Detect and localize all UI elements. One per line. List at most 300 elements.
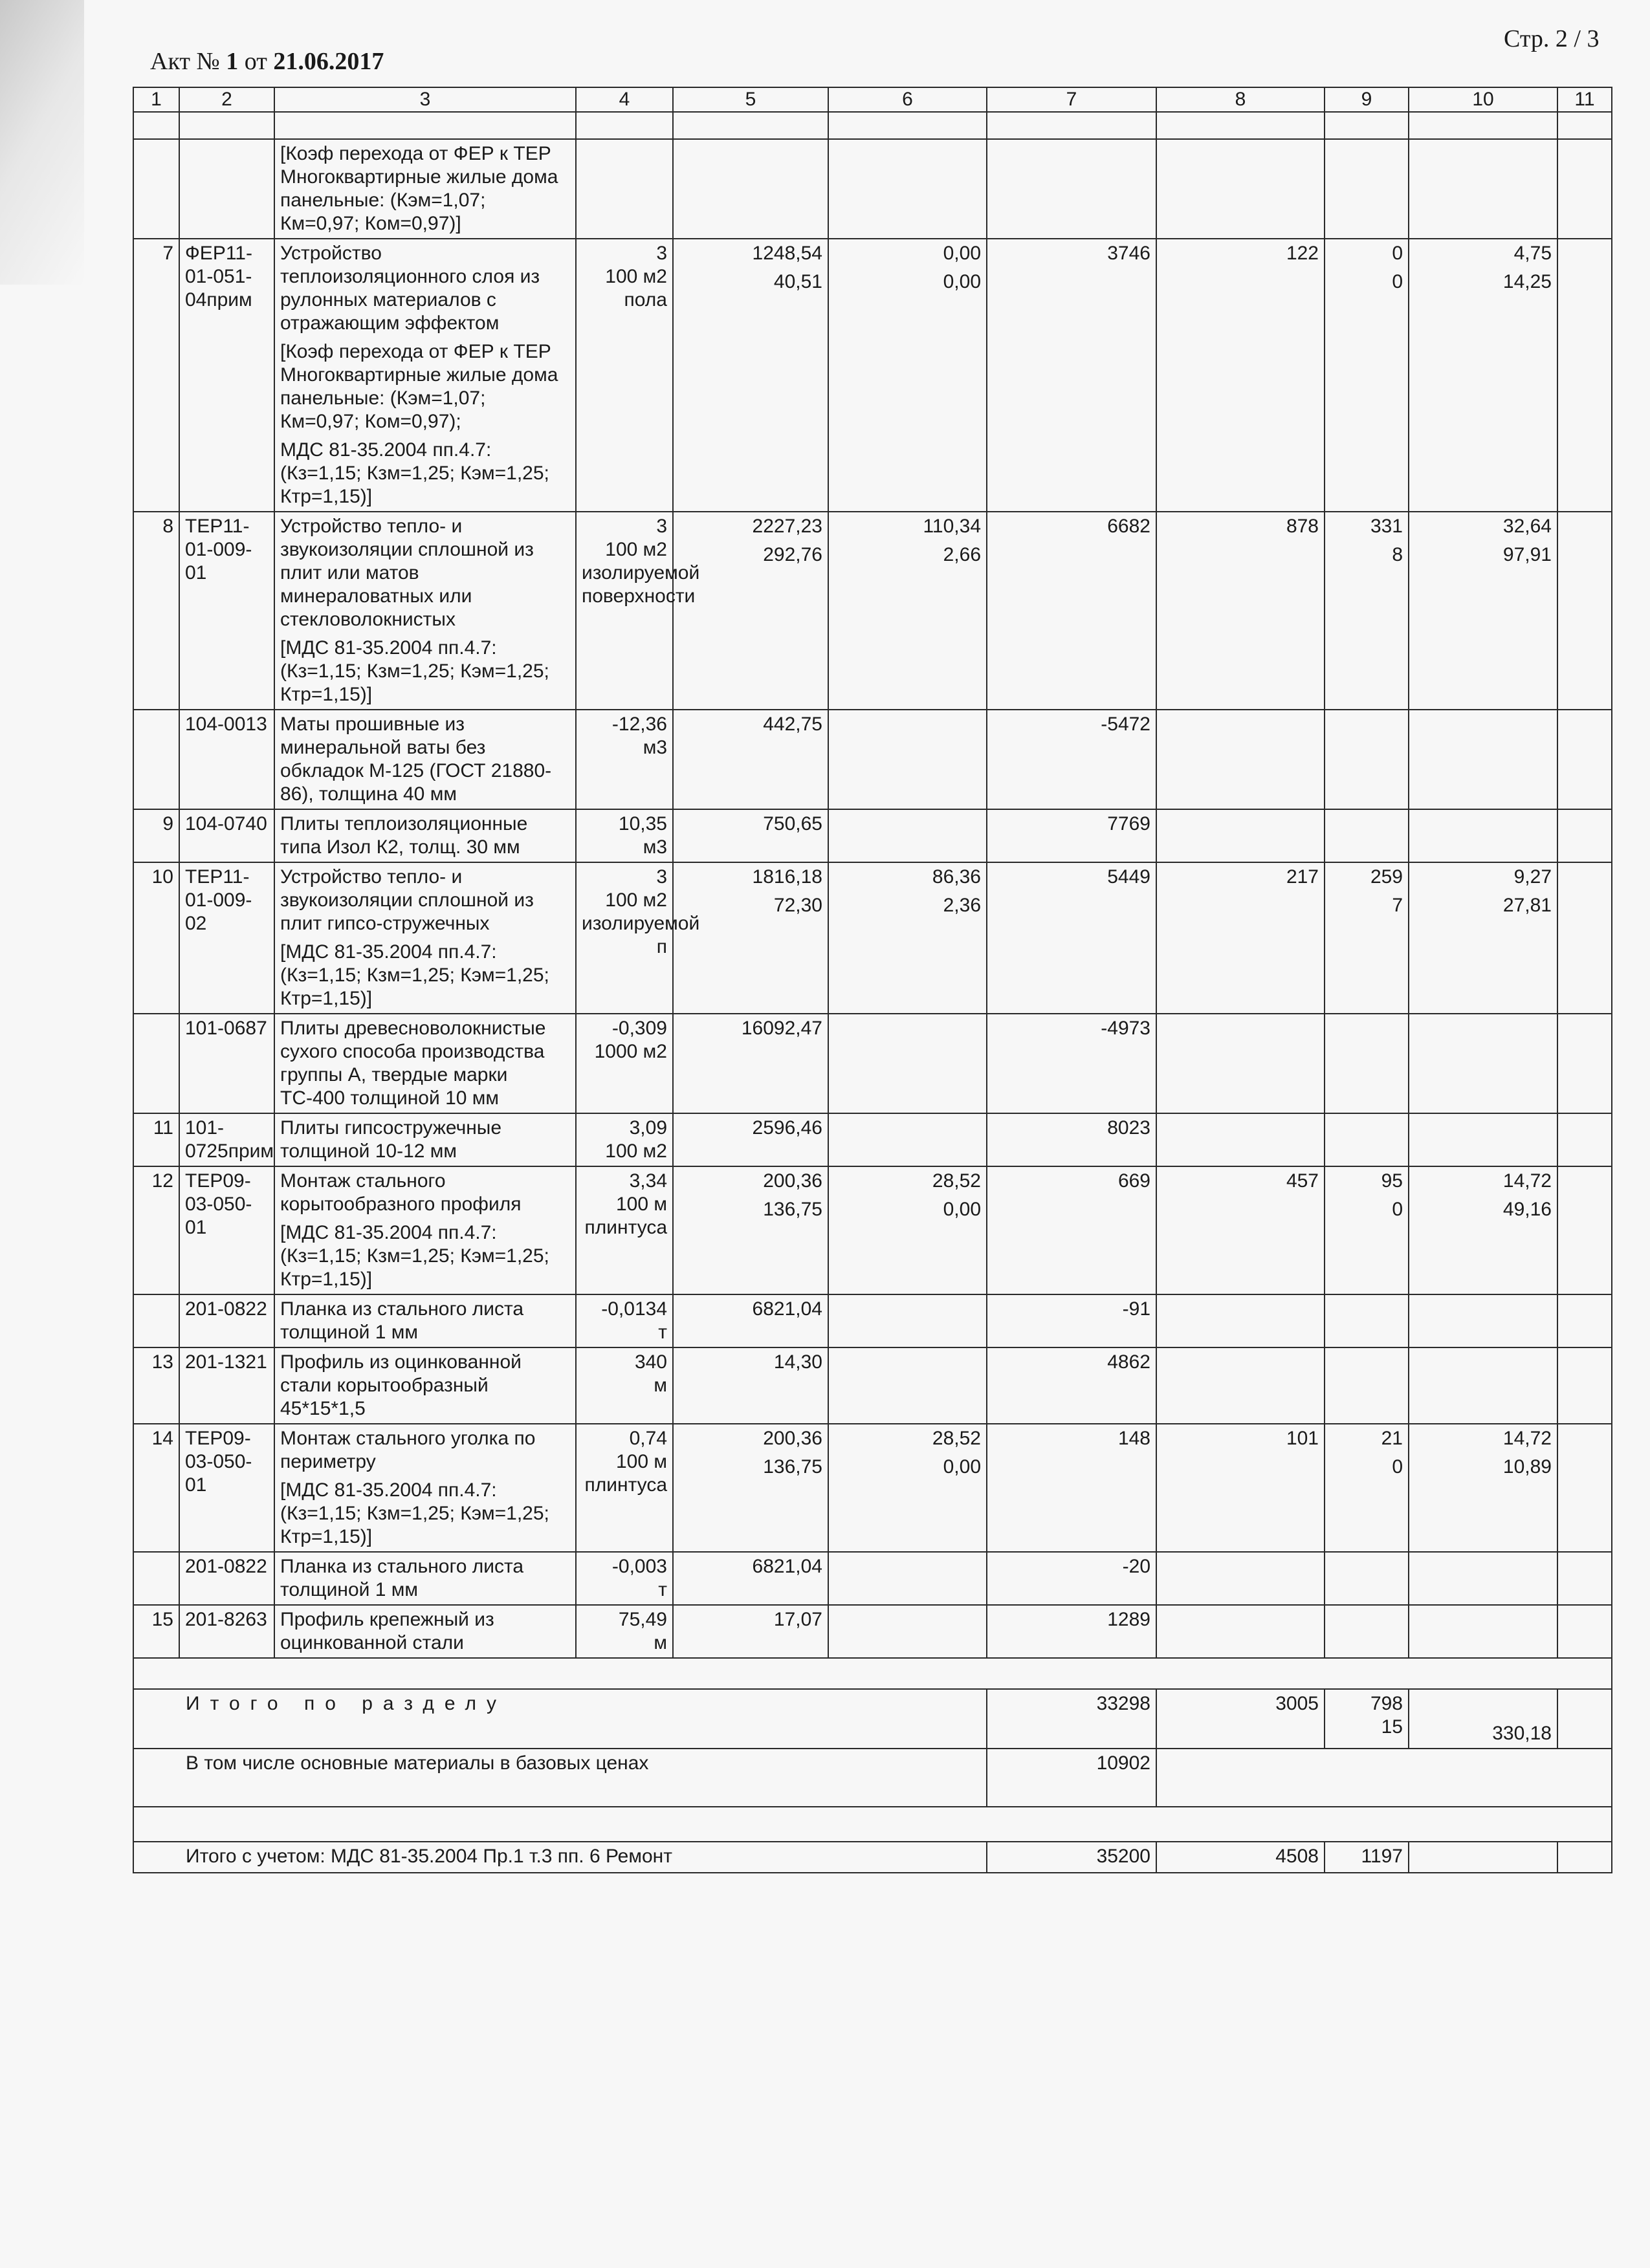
work-description-value: Устройство тепло- и звукоизоляции сплошной из плит гипсо-стружечных: [280, 866, 534, 934]
page-number: Стр. 2 / 3: [1504, 25, 1600, 52]
col6-machines-value: 110,34: [923, 516, 981, 537]
col5-unit-cost-value: 1248,54: [752, 243, 822, 264]
work-description-value: Профиль крепежный из оцинкованной стали: [280, 1609, 494, 1653]
col5-unit-cost-value: 136,75: [763, 1456, 822, 1477]
col7-total-cost: [987, 1014, 1156, 1113]
column-number: 3: [274, 87, 576, 112]
rate-code-value: 201-0822: [185, 1298, 267, 1320]
rate-code-value: 201-8263: [185, 1609, 267, 1630]
work-description: [274, 1014, 576, 1113]
quantity-unit-value: 3: [656, 243, 667, 264]
work-description-value: [Коэф перехода от ФЕР к ТЕР Многоквартирные жилые дома панельные: (Кэм=1,07; Км=0,97; Ком=0,97)]: [280, 143, 558, 234]
col10-labor: [1409, 1294, 1557, 1347]
col6-machines: [828, 1424, 987, 1552]
rate-code-value: ФЕР11-01-051-04прим: [185, 243, 252, 311]
quantity-unit-value: 3,09: [629, 1117, 667, 1139]
scan-shadow: [0, 0, 84, 285]
section-total-c7: 33298: [987, 1689, 1156, 1749]
column-number: 5: [673, 87, 828, 112]
col10-labor: [1409, 139, 1557, 239]
final-total-row: [133, 1842, 1612, 1873]
col5-unit-cost-value: 2227,23: [752, 516, 822, 537]
final-total-c7: 35200: [987, 1842, 1156, 1873]
col7-total-cost: [987, 710, 1156, 809]
col10-labor-value: 49,16: [1502, 1199, 1552, 1220]
work-description: [274, 1605, 576, 1658]
row-number-value: 11: [153, 1117, 173, 1139]
rate-code-value: 101-0687: [185, 1018, 267, 1039]
col10-labor: [1409, 710, 1557, 809]
col10-labor-value: 4,75: [1513, 243, 1552, 264]
work-description-value: [МДС 81-35.2004 пп.4.7: (Кз=1,15; Кзм=1,25; Кэм=1,25; Ктр=1,15)]: [280, 637, 549, 705]
row-number: [133, 239, 179, 512]
col6-machines-value: 2,36: [943, 895, 981, 916]
row-number: [133, 139, 179, 239]
col6-machines: [828, 1552, 987, 1605]
col5-unit-cost-value: 6821,04: [752, 1556, 822, 1577]
section-total-c9a: 798: [1370, 1693, 1403, 1714]
column-number: 2: [179, 87, 274, 112]
table-row: [133, 1014, 1612, 1113]
quantity-unit-value: 3: [656, 516, 667, 537]
col10-labor: [1409, 512, 1557, 710]
column-number: 8: [1156, 87, 1325, 112]
col8-wages: [1156, 512, 1325, 710]
table-row: [133, 512, 1612, 710]
col8-wages: [1156, 1552, 1325, 1605]
col8-wages-value: 101: [1286, 1428, 1319, 1449]
rate-code-value: ТЕР11-01-009-01: [185, 516, 252, 583]
work-description-value: Профиль из оцинкованной стали корытообразный 45*15*1,5: [280, 1351, 522, 1419]
col9-machines-total-value: 0: [1392, 1456, 1403, 1477]
work-description-value: Планка из стального листа толщиной 1 мм: [280, 1298, 524, 1343]
rate-code: [179, 139, 274, 239]
col7-total-cost-value: 8023: [1107, 1117, 1150, 1139]
rate-code: [179, 239, 274, 512]
col8-wages: [1156, 1424, 1325, 1552]
col6-machines: [828, 809, 987, 862]
quantity-unit: [576, 512, 700, 710]
quantity-unit: [576, 1605, 673, 1658]
materials-empty: [1156, 1749, 1612, 1807]
work-description-value: [МДС 81-35.2004 пп.4.7: (Кз=1,15; Кзм=1,25; Кэм=1,25; Ктр=1,15)]: [280, 1479, 549, 1547]
row-number: [133, 809, 179, 862]
quantity-unit-value: 0,74: [629, 1428, 667, 1449]
col5-unit-cost: [673, 1113, 828, 1166]
col9-machines-total: [1325, 1424, 1409, 1552]
rate-code: [179, 710, 274, 809]
rate-code: [179, 1113, 274, 1166]
table-row: [133, 1294, 1612, 1347]
rate-code-value: 201-0822: [185, 1556, 267, 1577]
work-description-value: Монтаж стального уголка по периметру: [280, 1428, 536, 1472]
section-total-c11: [1557, 1689, 1612, 1749]
col6-machines-value: 0,00: [943, 271, 981, 292]
table-row: [133, 239, 1612, 512]
col6-machines: [828, 139, 987, 239]
col9-machines-total-value: 8: [1392, 544, 1403, 565]
col6-machines: [828, 1166, 987, 1294]
rate-code-value: ТЕР09-03-050-01: [185, 1170, 252, 1238]
rate-code-value: 104-0740: [185, 813, 267, 834]
row-number: [133, 1113, 179, 1166]
section-total-c10: 330,18: [1409, 1689, 1557, 1749]
rate-code-value: 201-1321: [185, 1351, 267, 1373]
row-number-value: 13: [151, 1351, 173, 1373]
col8-wages: [1156, 1294, 1325, 1347]
work-description-value: Плиты гипсостружечные толщиной 10-12 мм: [280, 1117, 502, 1162]
col10-labor: [1409, 1424, 1557, 1552]
spacer-row: [133, 112, 1612, 139]
col8-wages: [1156, 1166, 1325, 1294]
col7-total-cost: [987, 1113, 1156, 1166]
col5-unit-cost: [673, 139, 828, 239]
row-number: [133, 1552, 179, 1605]
col11: [1557, 1294, 1612, 1347]
blank-cell: [133, 1658, 1612, 1689]
col7-total-cost-value: 6682: [1107, 516, 1150, 537]
column-numbers-row: [133, 87, 1612, 112]
table-row: [133, 710, 1612, 809]
work-description: [274, 512, 576, 710]
quantity-unit-value: 100 м плинтуса: [584, 1451, 667, 1496]
rate-code: [179, 862, 274, 1014]
col7-total-cost-value: 3746: [1107, 243, 1150, 264]
quantity-unit: [576, 1113, 673, 1166]
col5-unit-cost-value: 442,75: [763, 714, 822, 735]
col9-machines-total: [1325, 1605, 1409, 1658]
col5-unit-cost-value: 750,65: [763, 813, 822, 834]
col5-unit-cost: [673, 1424, 828, 1552]
col5-unit-cost: [673, 1014, 828, 1113]
quantity-unit-value: 75,49: [618, 1609, 667, 1630]
col10-labor-value: 10,89: [1502, 1456, 1552, 1477]
col7-total-cost: [987, 239, 1156, 512]
final-total-c9: 1197: [1325, 1842, 1409, 1873]
quantity-unit: [576, 239, 673, 512]
col11: [1557, 1424, 1612, 1552]
col8-wages: [1156, 1605, 1325, 1658]
col7-total-cost-value: 1289: [1107, 1609, 1150, 1630]
work-description: [274, 139, 576, 239]
estimate-table: [133, 87, 1612, 1873]
col7-total-cost-value: -20: [1122, 1556, 1150, 1577]
col5-unit-cost-value: 40,51: [773, 271, 822, 292]
col5-unit-cost-value: 6821,04: [752, 1298, 822, 1320]
col5-unit-cost: [673, 1294, 828, 1347]
quantity-unit-value: м: [654, 1632, 667, 1653]
work-description-value: Устройство тепло- и звукоизоляции сплошной из плит или матов минераловатных или стекловолокнистых: [280, 516, 534, 630]
table-row: [133, 1166, 1612, 1294]
col7-total-cost-value: -91: [1122, 1298, 1150, 1320]
column-number: 7: [987, 87, 1156, 112]
quantity-unit-value: 1000 м2: [594, 1041, 667, 1062]
col9-machines-total: [1325, 809, 1409, 862]
col11: [1557, 1014, 1612, 1113]
work-description: [274, 1552, 576, 1605]
col5-unit-cost: [673, 862, 828, 1014]
row-number: [133, 862, 179, 1014]
col10-labor-value: 14,72: [1502, 1170, 1552, 1192]
col10-labor: [1409, 1166, 1557, 1294]
quantity-unit-value: 3,34: [629, 1170, 667, 1192]
rate-code: [179, 1605, 274, 1658]
col7-total-cost-value: 148: [1117, 1428, 1150, 1449]
work-description-value: Плиты древесноволокнистые сухого способа производства группы А, твердые марки ТС-400 толщиной 10 мм: [280, 1018, 546, 1109]
col11: [1557, 1166, 1612, 1294]
col8-wages: [1156, 862, 1325, 1014]
section-total-c9: [1325, 1689, 1409, 1749]
col5-unit-cost-value: 72,30: [773, 895, 822, 916]
row-number-value: 14: [151, 1428, 173, 1449]
work-description-value: Маты прошивные из минеральной ваты без обкладок М-125 (ГОСТ 21880-86), толщина 40 мм: [280, 714, 552, 805]
work-description: [274, 809, 576, 862]
col7-total-cost-value: 5449: [1107, 866, 1150, 888]
quantity-unit-value: -0,0134: [601, 1298, 667, 1320]
quantity-unit: [576, 710, 673, 809]
col11: [1557, 1605, 1612, 1658]
row-number: [133, 1014, 179, 1113]
row-number: [133, 1605, 179, 1658]
final-total-c8: 4508: [1156, 1842, 1325, 1873]
col10-labor-value: 27,81: [1502, 895, 1552, 916]
work-description-value: Планка из стального листа толщиной 1 мм: [280, 1556, 524, 1600]
col6-machines: [828, 862, 987, 1014]
col11: [1557, 862, 1612, 1014]
col11: [1557, 809, 1612, 862]
rate-code: [179, 1166, 274, 1294]
rate-code: [179, 1552, 274, 1605]
col8-wages: [1156, 710, 1325, 809]
table-row: [133, 1605, 1612, 1658]
col5-unit-cost-value: 200,36: [763, 1428, 822, 1449]
quantity-unit-value: м3: [643, 737, 667, 758]
row-number: [133, 1424, 179, 1552]
col5-unit-cost-value: 2596,46: [752, 1117, 822, 1139]
col8-wages-value: 878: [1286, 516, 1319, 537]
section-total-label: Итого по разделу: [133, 1689, 987, 1749]
row-number: [133, 512, 179, 710]
col8-wages: [1156, 1113, 1325, 1166]
blank-cell: [133, 1807, 1612, 1842]
col9-machines-total-value: 0: [1392, 1199, 1403, 1220]
quantity-unit: [576, 1166, 673, 1294]
blank-row: [133, 1658, 1612, 1689]
col10-labor-value: 14,25: [1502, 271, 1552, 292]
quantity-unit-value: т: [658, 1579, 667, 1600]
section-total-c9b: 15: [1381, 1716, 1403, 1738]
column-number: 1: [133, 87, 179, 112]
col6-machines: [828, 1014, 987, 1113]
column-number: 4: [576, 87, 673, 112]
quantity-unit-value: -0,309: [611, 1018, 667, 1039]
column-number: 6: [828, 87, 987, 112]
materials-label: В том числе основные материалы в базовых ценах: [133, 1749, 987, 1807]
rate-code: [179, 512, 274, 710]
col10-labor: [1409, 1347, 1557, 1424]
col9-machines-total: [1325, 1113, 1409, 1166]
work-description-value: Монтаж стального корытообразного профиля: [280, 1170, 522, 1215]
col11: [1557, 239, 1612, 512]
work-description: [274, 1347, 576, 1424]
col11: [1557, 1347, 1612, 1424]
col11: [1557, 139, 1612, 239]
col10-labor-value: 14,72: [1502, 1428, 1552, 1449]
section-total-row: [133, 1689, 1612, 1749]
col10-labor: [1409, 239, 1557, 512]
final-total-c11: [1557, 1842, 1612, 1873]
col9-machines-total: [1325, 710, 1409, 809]
col9-machines-total: [1325, 1166, 1409, 1294]
column-number: 11: [1557, 87, 1612, 112]
final-total-c10: [1409, 1842, 1557, 1873]
col10-labor-value: 97,91: [1502, 544, 1552, 565]
work-description: [274, 1424, 576, 1552]
rate-code: [179, 1294, 274, 1347]
quantity-unit: [576, 1014, 673, 1113]
table-row: [133, 1424, 1612, 1552]
col6-machines: [828, 1113, 987, 1166]
work-description: [274, 1113, 576, 1166]
table-row: [133, 809, 1612, 862]
materials-row: [133, 1749, 1612, 1807]
col9-machines-total: [1325, 239, 1409, 512]
row-number-value: 12: [151, 1170, 173, 1192]
final-total-label: Итого с учетом: МДС 81-35.2004 Пр.1 т.3 пп. 6 Ремонт: [133, 1842, 987, 1873]
work-description-value: [МДС 81-35.2004 пп.4.7: (Кз=1,15; Кзм=1,25; Кэм=1,25; Ктр=1,15)]: [280, 941, 549, 1009]
quantity-unit-value: 100 м2: [605, 1140, 667, 1162]
col9-machines-total-value: 7: [1392, 895, 1403, 916]
quantity-unit-value: 100 м2 изолируемой п: [582, 889, 700, 957]
col6-machines-value: 86,36: [932, 866, 981, 888]
work-description-value: [Коэф перехода от ФЕР к ТЕР Многоквартирные жилые дома панельные: (Кэм=1,07; Км=0,97; Ком=0,97);: [280, 341, 558, 432]
col10-labor-value: 9,27: [1513, 866, 1552, 888]
table-body: [133, 87, 1612, 1873]
col9-machines-total: [1325, 139, 1409, 239]
col11: [1557, 710, 1612, 809]
col9-machines-total-value: 95: [1381, 1170, 1403, 1192]
quantity-unit: [576, 1424, 673, 1552]
rate-code: [179, 1347, 274, 1424]
quantity-unit-value: 340: [634, 1351, 667, 1373]
col9-machines-total-value: 0: [1392, 243, 1403, 264]
col9-machines-total-value: 259: [1370, 866, 1403, 888]
col6-machines: [828, 239, 987, 512]
quantity-unit: [576, 1347, 673, 1424]
col10-labor-value: 32,64: [1502, 516, 1552, 537]
col10-labor: [1409, 862, 1557, 1014]
quantity-unit-value: м3: [643, 836, 667, 858]
col5-unit-cost-value: 200,36: [763, 1170, 822, 1192]
rate-code: [179, 809, 274, 862]
quantity-unit: [576, 862, 700, 1014]
rate-code: [179, 1014, 274, 1113]
quantity-unit-value: м: [654, 1375, 667, 1396]
col7-total-cost: [987, 1552, 1156, 1605]
table-row: [133, 139, 1612, 239]
rate-code-value: ТЕР11-01-009-02: [185, 866, 252, 934]
col9-machines-total-value: 21: [1381, 1428, 1403, 1449]
rate-code-value: 101-0725прим: [185, 1117, 274, 1162]
rate-code-value: ТЕР09-03-050-01: [185, 1428, 252, 1496]
row-number: [133, 710, 179, 809]
col6-machines: [828, 1294, 987, 1347]
col8-wages: [1156, 139, 1325, 239]
col5-unit-cost: [673, 1166, 828, 1294]
work-description-value: МДС 81-35.2004 пп.4.7: (Кз=1,15; Кзм=1,25; Кэм=1,25; Ктр=1,15)]: [280, 439, 549, 507]
col6-machines-value: 28,52: [932, 1170, 981, 1192]
work-description-value: Устройство теплоизоляционного слоя из рулонных материалов с отражающим эффектом: [280, 243, 540, 334]
col7-total-cost: [987, 862, 1156, 1014]
quantity-unit-value: 100 м2 изолируемой поверхности: [582, 539, 700, 607]
col10-labor: [1409, 1605, 1557, 1658]
col10-labor: [1409, 809, 1557, 862]
work-description: [274, 239, 576, 512]
col9-machines-total-value: 0: [1392, 271, 1403, 292]
col8-wages: [1156, 239, 1325, 512]
col5-unit-cost: [673, 239, 828, 512]
col7-total-cost: [987, 1424, 1156, 1552]
quantity-unit-value: -12,36: [611, 714, 667, 735]
col9-machines-total: [1325, 512, 1409, 710]
col7-total-cost-value: -5472: [1101, 714, 1150, 735]
col10-labor: [1409, 1552, 1557, 1605]
col6-machines-value: 0,00: [943, 1456, 981, 1477]
col7-total-cost-value: -4973: [1101, 1018, 1150, 1039]
col5-unit-cost-value: 136,75: [763, 1199, 822, 1220]
col6-machines-value: 28,52: [932, 1428, 981, 1449]
col8-wages-value: 457: [1286, 1170, 1319, 1192]
col5-unit-cost: [673, 1605, 828, 1658]
col8-wages: [1156, 809, 1325, 862]
quantity-unit-value: -0,003: [611, 1556, 667, 1577]
rate-code: [179, 1424, 274, 1552]
col11: [1557, 1552, 1612, 1605]
col9-machines-total: [1325, 1552, 1409, 1605]
row-number-value: 9: [162, 813, 173, 834]
col5-unit-cost: [673, 1347, 828, 1424]
col7-total-cost: [987, 139, 1156, 239]
col6-machines-value: 0,00: [943, 243, 981, 264]
col5-unit-cost-value: 16092,47: [741, 1018, 822, 1039]
col7-total-cost: [987, 1294, 1156, 1347]
row-number: [133, 1294, 179, 1347]
materials-c7: 10902: [987, 1749, 1156, 1807]
col6-machines: [828, 710, 987, 809]
quantity-unit-value: 10,35: [618, 813, 667, 834]
quantity-unit: [576, 139, 673, 239]
row-number-value: 7: [162, 243, 173, 264]
col7-total-cost-value: 4862: [1107, 1351, 1150, 1373]
col6-machines: [828, 1605, 987, 1658]
col7-total-cost: [987, 1166, 1156, 1294]
col5-unit-cost-value: 292,76: [763, 544, 822, 565]
col7-total-cost: [987, 1605, 1156, 1658]
col5-unit-cost: [673, 710, 828, 809]
col7-total-cost-value: 669: [1117, 1170, 1150, 1192]
col6-machines-value: 2,66: [943, 544, 981, 565]
quantity-unit-value: 100 м плинтуса: [584, 1194, 667, 1238]
work-description-value: Плиты теплоизоляционные типа Изол К2, толщ. 30 мм: [280, 813, 528, 858]
work-description-value: [МДС 81-35.2004 пп.4.7: (Кз=1,15; Кзм=1,25; Кэм=1,25; Ктр=1,15)]: [280, 1222, 549, 1290]
col6-machines-value: 0,00: [943, 1199, 981, 1220]
work-description: [274, 1166, 576, 1294]
col5-unit-cost: [673, 809, 828, 862]
col6-machines: [828, 512, 987, 710]
row-number-value: 15: [151, 1609, 173, 1630]
quantity-unit-value: 100 м2 пола: [605, 266, 667, 311]
row-number-value: 10: [151, 866, 173, 888]
